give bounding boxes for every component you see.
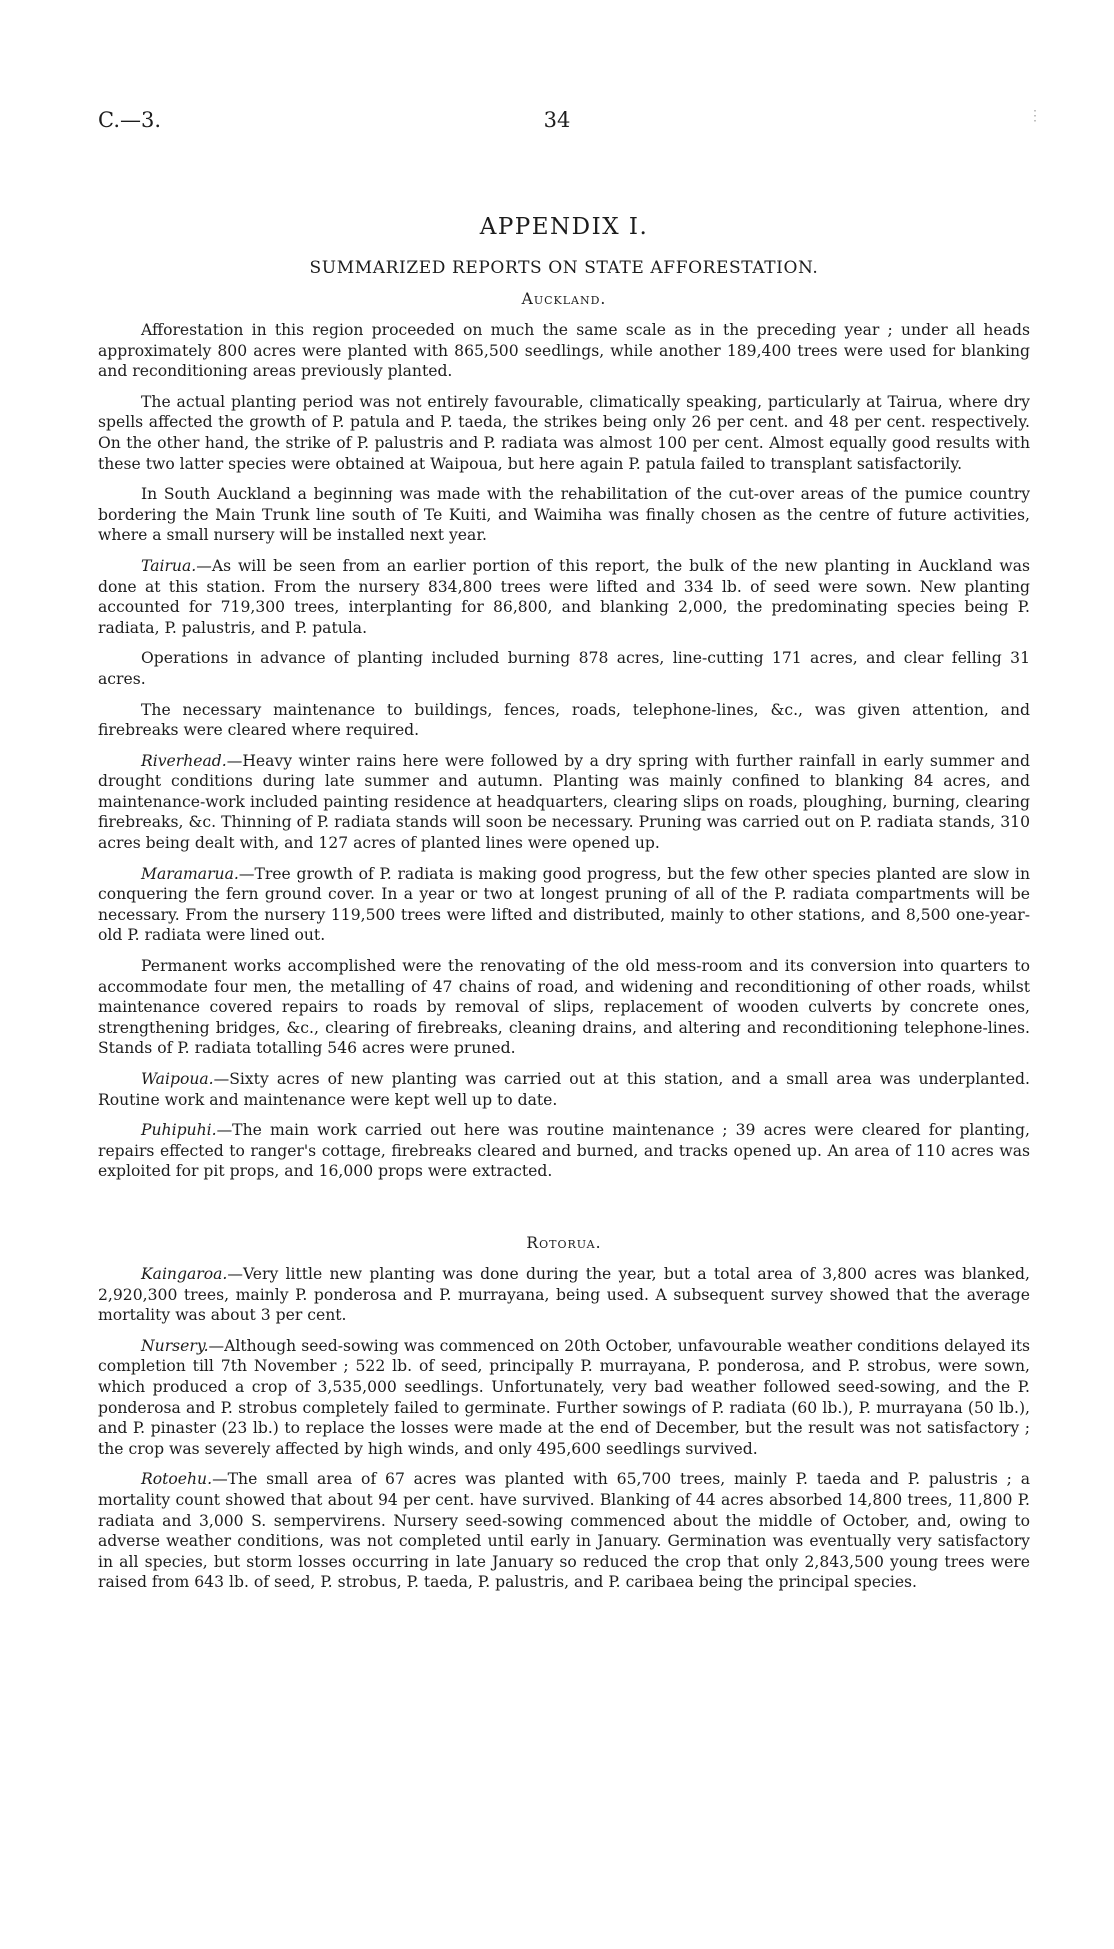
main-title: SUMMARIZED REPORTS ON STATE AFFORESTATION. <box>309 258 819 278</box>
section-heading: Auckland. <box>521 290 607 308</box>
paragraph <box>98 751 1030 854</box>
paragraph-text: Permanent works accomplished were the renovating of the old mess-room and its conversion into quarters to accommodate four men, the metalling of 47 chains of road, and widening and reconditioning of other roads, whilst maintenance covered repairs to roads by removal of slips, replacement of wooden culverts by concrete ones, strengthening bridges, &c., clearing of firebreaks, cleaning drains, and altering and reconditioning telephone-lines. Stands of P. radiata totalling 546 acres were pruned. <box>98 957 1030 1058</box>
paragraph-lead: Rotoehu. <box>141 1470 213 1489</box>
paragraph-lead: Maramarua. <box>141 864 239 883</box>
paragraph <box>98 956 1030 1059</box>
page-number: 34 <box>543 108 571 132</box>
paragraph-text: —The small area of 67 acres was planted with 65,700 trees, mainly P. taeda and P. palustris ; a mortality count showed that about 94 per cent. have survived. Blanking of 44 acres absorbed 14,800 trees, 11,800 P. radiata and 3,000 S. sempervirens. Nursery seed-sowing commenced about the middle of October, and, owing to adverse weather conditions, was not completed until early in January. Germination was eventually very satisfactory in all species, but storm losses occurring in late January so reduced the crop that only 2,843,500 young trees were raised from 643 lb. of seed, P. strobus, P. taeda, P. palustris, and P. caribaea being the principal species. <box>98 1470 1030 1592</box>
section-heading: Rotorua. <box>526 1233 602 1252</box>
section-auckland <box>98 290 1030 1182</box>
paragraph-text: Afforestation in this region proceeded on much the same scale as in the preceding year ; under all heads approximately 800 acres were planted with 865,500 seedlings, while another 189,400 trees were used for blanking and reconditioning areas previously planted. <box>98 321 1030 381</box>
paragraph <box>98 1469 1030 1593</box>
paragraph-lead: Tairua. <box>141 556 197 575</box>
paragraph-text: —Very little new planting was done during the year, but a total area of 3,800 acres was blanked, 2,920,300 trees, mainly P. ponderosa and P. murrayana, being used. A subsequent survey showed that the average mortality was about 3 per cent. <box>98 1264 1030 1325</box>
report-reference: C.—3. <box>98 108 162 132</box>
paragraph-text: —Although seed-sowing was commenced on 20th October, unfavourable weather conditions delayed its completion till 7th November ; 522 lb. of seed, principally P. murrayana, P. ponderosa, and P. strobus, were sown, which produced a crop of 3,535,000 seedlings. Unfortunately, very bad weather followed seed-sowing, and the P. ponderosa and P. strobus completely failed to germinate. Further sowings of P. radiata (60 lb.), P. murrayana (50 lb.), and P. pinaster (23 lb.) to replace the losses were made at the end of December, but the result was not satisfactory ; the crop was severely affected by high winds, and only 495,600 seedlings survived. <box>98 1336 1030 1458</box>
paragraph-lead: Puhipuhi. <box>141 1121 217 1140</box>
paragraph-text: —Tree growth of P. radiata is making good progress, but the few other species planted are slow in conquering the fern ground cover. In a year or two at longest pruning of all of the P. radiata compartments will be necessary. From the nursery 119,500 trees were lifted and distributed, mainly to other stations, and 8,500 one-year-old P. radiata were lined out. <box>98 864 1030 945</box>
edge-mark: ⋮ <box>1028 108 1042 124</box>
section-rotorua <box>98 1234 1030 1593</box>
page-body <box>98 214 1030 1603</box>
appendix-title: APPENDIX I. <box>479 214 649 240</box>
paragraph-lead: Kaingaroa. <box>141 1264 228 1283</box>
paragraph <box>98 320 1030 382</box>
paragraph-lead: Waipoua. <box>141 1070 214 1088</box>
paragraph <box>98 392 1030 474</box>
paragraph <box>98 1120 1030 1182</box>
paragraph <box>98 648 1030 689</box>
paragraph <box>98 1336 1030 1460</box>
paragraph <box>98 484 1030 546</box>
paragraph-text: —The main work carried out here was routine maintenance ; 39 acres were cleared for planting, repairs effected to ranger's cottage, firebreaks cleared and burned, and tracks opened up. An area of 110 acres was exploited for pit props, and 16,000 props were extracted. <box>98 1121 1030 1181</box>
paragraph-text: The actual planting period was not entirely favourable, climatically speaking, particularly at Tairua, where dry spells affected the growth of P. patula and P. taeda, the strikes being only 26 per cent. and 48 per cent. respectively. On the other hand, the strike of P. palustris and P. radiata was almost 100 per cent. Almost equally good results with these two latter species were obtained at Waipoua, but here again P. patula failed to transplant satisfactorily. <box>98 392 1030 473</box>
paragraph-text: Operations in advance of planting included burning 878 acres, line-cutting 171 acres, and clear felling 31 acres. <box>98 649 1030 688</box>
paragraph-text: —Heavy winter rains here were followed by a dry spring with further rainfall in early summer and drought conditions during late summer and autumn. Planting was mainly confined to blanking 84 acres, and maintenance-work included painting residence at headquarters, clearing slips on roads, ploughing, burning, clearing firebreaks, &c. Thinning of P. radiata stands will soon be necessary. Pruning was carried out on P. radiata stands, 310 acres being dealt with, and 127 acres of planted lines were opened up. <box>98 751 1030 853</box>
paragraph <box>98 864 1030 946</box>
paragraph-text: The necessary maintenance to buildings, fences, roads, telephone-lines, &c., was given attention, and firebreaks were cleared where required. <box>98 700 1030 740</box>
paragraph-text: —As will be seen from an earlier portion of this report, the bulk of the new planting in Auckland was done at this station. From the nursery 834,800 trees were lifted and 334 lb. of seed were sown. New planting accounted for 719,300 trees, interplanting for 86,800, and blanking 2,000, the predominating species being P. radiata, P. palustris, and P. patula. <box>98 556 1030 637</box>
paragraph <box>98 1264 1030 1326</box>
paragraph <box>98 556 1030 638</box>
page-header <box>0 108 1114 138</box>
paragraph-text: —Sixty acres of new planting was carried out at this station, and a small area was underplanted. Routine work and maintenance were kept well up to date. <box>98 1070 1030 1109</box>
paragraph-text: In South Auckland a beginning was made with the rehabilitation of the cut-over areas of the pumice country bordering the Main Trunk line south of Te Kuiti, and Waimiha was finally chosen as the centre of future activities, where a small nursery will be installed next year. <box>98 485 1030 545</box>
paragraph-lead: Nursery. <box>141 1336 209 1355</box>
paragraph-lead: Riverhead. <box>141 751 227 770</box>
paragraph <box>98 1069 1030 1110</box>
paragraph <box>98 700 1030 741</box>
